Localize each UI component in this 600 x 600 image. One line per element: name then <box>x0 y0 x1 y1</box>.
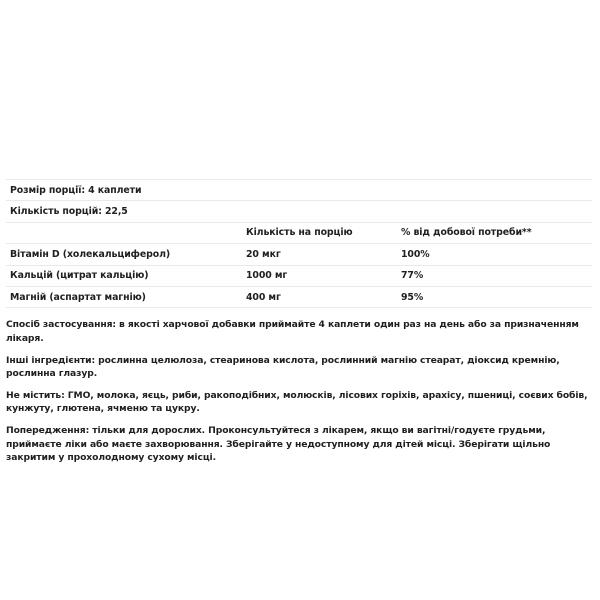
nutrient-daily-value: 100% <box>397 244 592 265</box>
header-nutrient <box>6 222 242 243</box>
servings-count: Кількість порцій: 22,5 <box>6 201 592 222</box>
nutrient-amount: 20 мкг <box>242 244 397 265</box>
nutrient-daily-value: 77% <box>397 265 592 286</box>
allergen-free-statement: Не містить: ГМО, молока, яєць, риби, ракоподібних, молюсків, лісових горіхів, арахісу, пшениці, соєвих бобів, кунжуту, глютена, ячменю та цукру. <box>6 389 588 415</box>
nutrient-amount: 400 мг <box>242 286 397 307</box>
header-daily-value: % від добової потреби** <box>397 222 592 243</box>
serving-size-row <box>6 180 592 201</box>
supplement-facts-table <box>6 179 592 308</box>
usage-instructions: Спосіб застосування: в якості харчової добавки приймайте 4 каплети один раз на день або за призначенням лікаря. <box>6 319 579 344</box>
serving-size: Розмір порції: 4 каплети <box>6 180 592 201</box>
nutrient-name: Вітамін D (холекальциферол) <box>6 244 242 265</box>
nutrient-name: Магній (аспартат магнію) <box>6 286 242 307</box>
servings-count-row <box>6 201 592 222</box>
nutrient-amount: 1000 мг <box>242 265 397 286</box>
other-ingredients: Інші інгредієнти: рослинна целюлоза, стеаринова кислота, рослинний магнію стеарат, діоксид кремнію, рослинна глазур. <box>6 354 560 380</box>
supplement-facts-section <box>6 179 592 473</box>
nutrient-name: Кальцій (цитрат кальцію) <box>6 265 242 286</box>
table-row <box>6 286 592 307</box>
nutrient-daily-value: 95% <box>397 286 592 307</box>
table-row <box>6 265 592 286</box>
product-notes <box>6 318 592 464</box>
warning-statement: Попередження: тільки для дорослих. Проконсультуйтеся з лікарем, якщо ви вагітні/годуєте грудьми, приймаєте ліки або маєте захворювання. Зберігайте у недоступному для дітей місці. Зберігати щільно закритим у прохолодному сухому місці. <box>6 425 551 464</box>
table-header-row <box>6 222 592 243</box>
table-row <box>6 244 592 265</box>
header-amount: Кількість на порцію <box>242 222 397 243</box>
